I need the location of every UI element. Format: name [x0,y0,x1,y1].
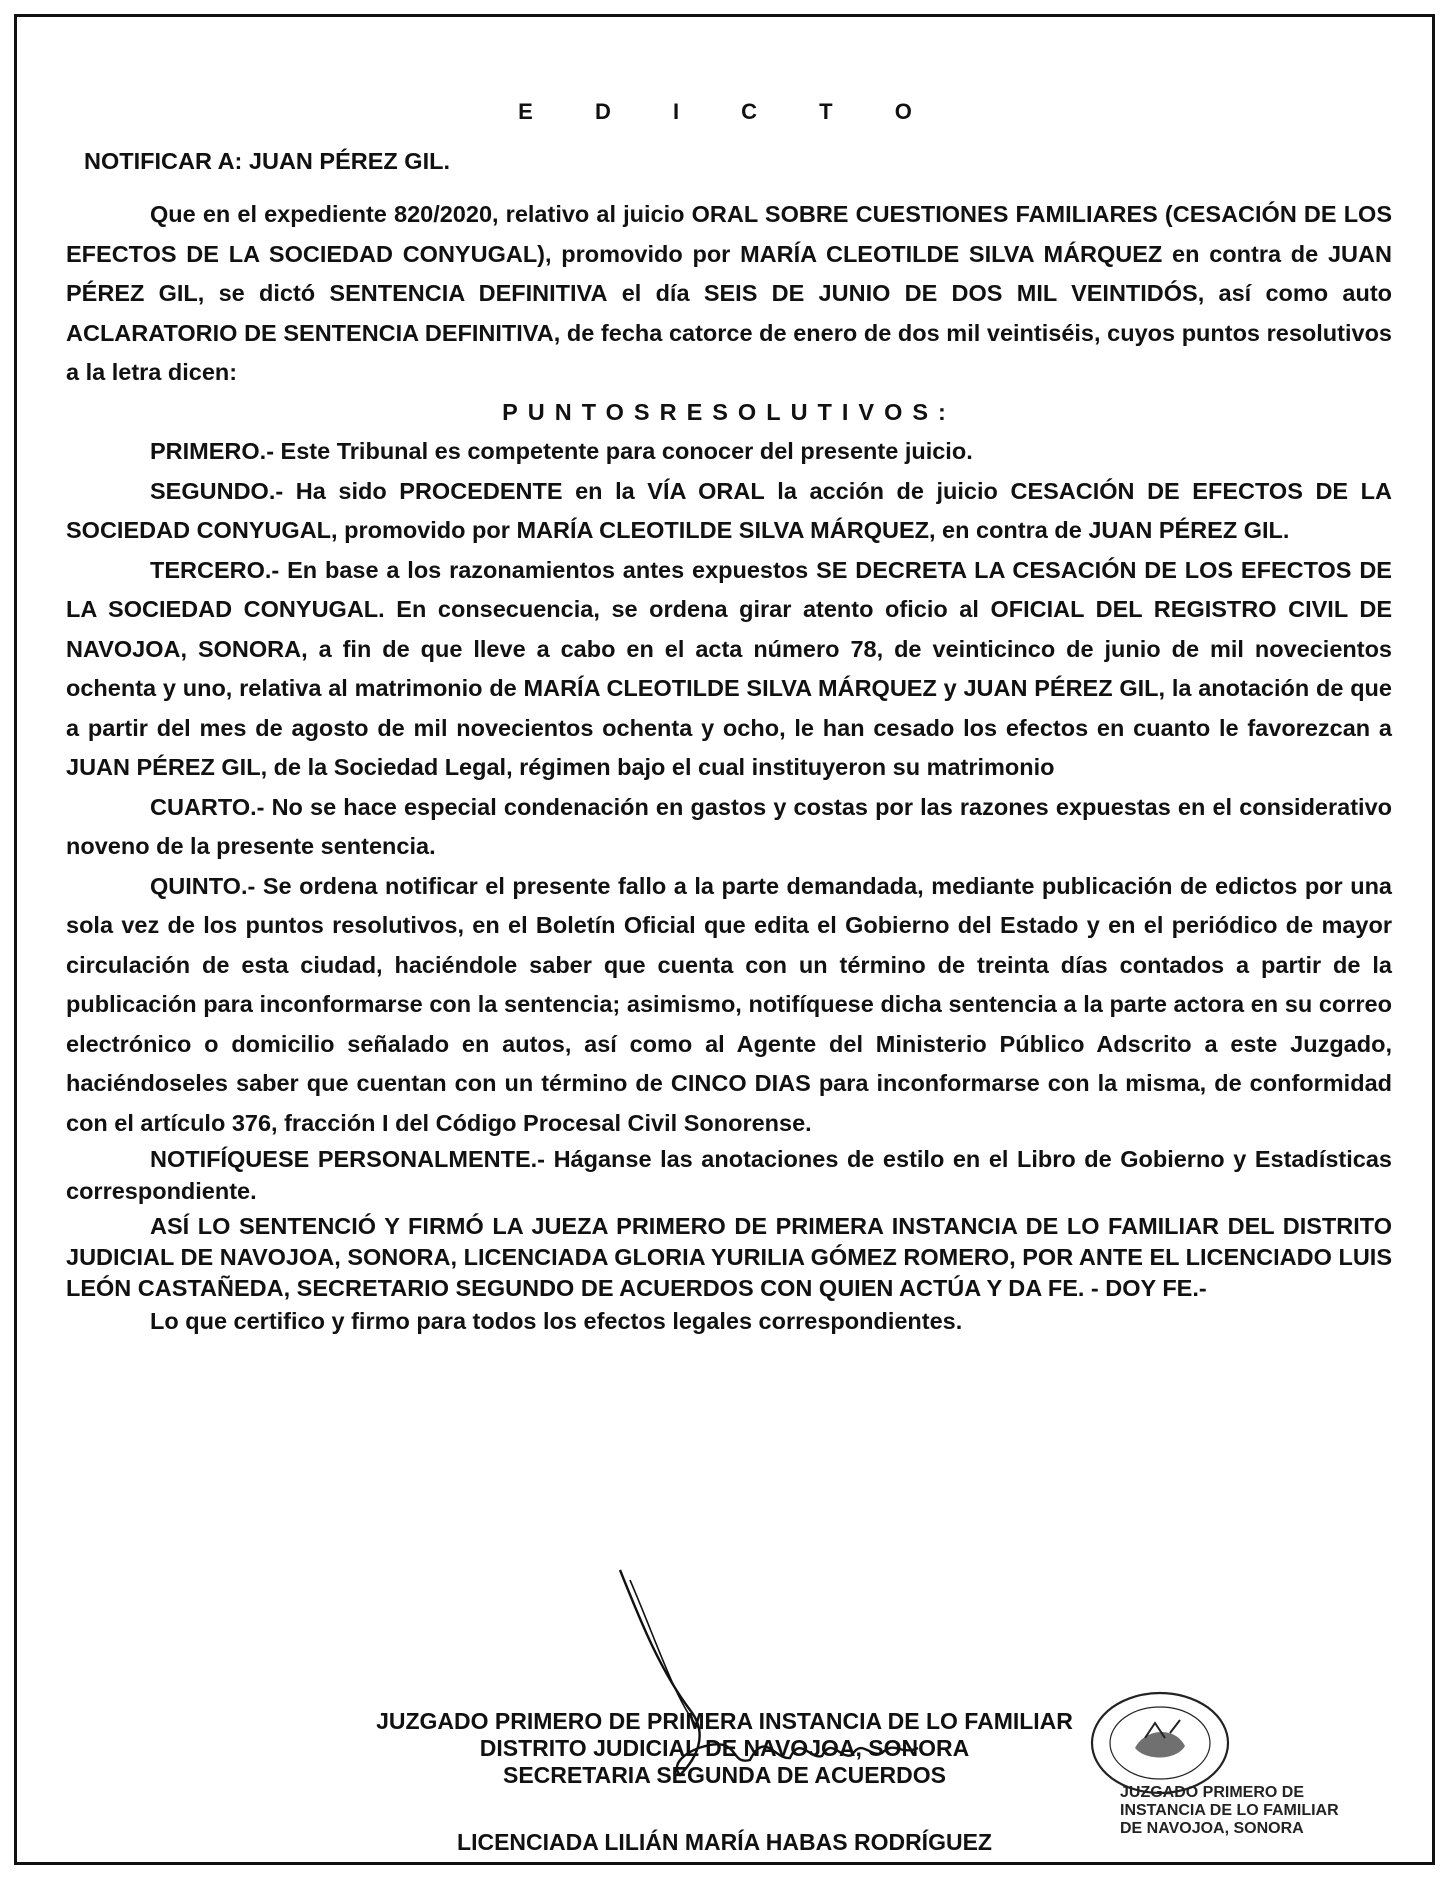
resolution-emphasis: CESACIÓN DE EFECTOS DE LA SOCIEDAD CONYUGAL [66,477,1392,543]
resolution-label: NOTIFÍQUESE PERSONALMENTE.- [150,1146,546,1172]
resolution-primero [66,432,1392,472]
resolution-text: Ha sido [283,477,400,504]
intro-paragraph [66,195,1392,393]
intro-text: el día [607,280,704,306]
resolution-tercero [66,551,1392,788]
district-name: DISTRITO JUDICIAL DE NAVOJOA, SONORA [479,1735,970,1761]
resolution-text: , de la Sociedad Legal, régimen bajo el cual instituyeron su matrimonio [260,754,1055,780]
resolution-emphasis: SE DECRETA LA CESACIÓN DE LOS EFECTOS DE LA SOCIEDAD CONYUGAL [66,556,1392,622]
sentence-date: SEIS DE JUNIO DE DOS MIL VEINTIDÓS [703,280,1198,306]
resolution-label: PRIMERO.- [150,438,275,464]
intro-text: , así como auto [1197,280,1393,306]
defendant-name: JUAN PÉREZ GIL [66,240,1392,306]
defendant-name: JUAN PÉREZ GIL [66,754,261,780]
resolution-text: para inconformarse con la misma, de conformidad con el artículo 376, fracción I del Código Procesal Civil Sonorense. [66,1070,1392,1136]
clarifying-order: ACLARATORIO DE SENTENCIA DEFINITIVA [66,319,554,346]
intro-text: en contra de [1162,240,1328,267]
resolution-text: , la anotación de que a partir del mes de agosto de mil novecientos ochenta y ocho, le han cesado los efectos en cuanto le favorezcan a [66,675,1392,741]
sentence-type: SENTENCIA DEFINITIVA [329,280,608,306]
resolution-text: en la [562,477,648,504]
trial-type: ORAL SOBRE CUESTIONES FAMILIARES (CESACIÓN DE LOS EFECTOS DE LA SOCIEDAD CONYUGAL) [66,201,1393,267]
certification-line: Lo que certifico y firmo para todos los efectos legales correspondientes. [150,1308,963,1334]
official-seal [1085,1688,1255,1798]
resolution-emphasis: PROCEDENTE [399,477,563,504]
intro-text: , promovido por [545,240,741,267]
registry-office: OFICIAL DEL REGISTRO CIVIL DE NAVOJOA, SONORA [66,596,1392,662]
plaintiff-name: MARÍA CLEOTILDE SILVA MÁRQUEZ [740,240,1163,267]
resolution-text: . En consecuencia, se ordena girar atento oficio al [378,596,991,622]
resolution-text: . [1282,517,1290,543]
resolution-text: y [936,675,964,701]
notify-line: NOTIFICAR A: JUAN PÉREZ GIL. [84,147,450,174]
intro-text: , de fecha catorce de enero de dos mil veintiséis, cuyos puntos resolutivos a la letra dicen: [66,319,1392,385]
resolution-text: En base a los razonamientos antes expuestos [279,556,817,583]
seal-line: INSTANCIA DE LO FAMILIAR [1120,1802,1339,1819]
resolution-quinto [66,867,1392,1144]
plaintiff-name: MARÍA CLEOTILDE SILVA MÁRQUEZ [523,675,937,701]
seal-line: DE NAVOJOA, SONORA [1120,1820,1304,1837]
resolution-emphasis: CINCO DIAS [670,1070,811,1096]
seal-eagle-emblem [1135,1732,1185,1758]
resolution-text: , en contra de [928,517,1089,543]
resolution-text: Se ordena notificar el presente fallo a la parte demandada, mediante publicación de edictos por una sola vez de los puntos resolutivos, en el Boletín Oficial que edita el Gobierno del Estado y en el periódico de mayor circulación de esta ciudad, haciéndole saber que cuenta con un término de treinta días contados a partir de la publicación para inconformarse con la sentencia; asimismo, notifíquese dicha sentencia a la parte actora en su correo electrónico o domicilio señalado en autos, así como al Agente del Ministerio Público Adscrito a este Juzgado, haciéndoseles saber que cuentan con un término de [66,872,1392,1096]
defendant-name: JUAN PÉREZ GIL [1088,517,1283,543]
court-name: JUZGADO PRIMERO DE PRIMERA INSTANCIA DE LO FAMILIAR [376,1708,1073,1734]
resolution-text: la acción de juicio [764,477,1011,504]
seal-line: JUZGADO PRIMERO DE [1120,1784,1305,1801]
intro-text: , se dictó [197,280,330,306]
secretariat-name: SECRETARIA SEGUNDA DE ACUERDOS [503,1762,946,1788]
resolution-segundo [66,472,1392,551]
resolution-label: CUARTO.- [150,793,265,820]
resolution-label: TERCERO.- [150,556,280,583]
sentencing-statement: ASÍ LO SENTENCIÓ Y FIRMÓ LA JUEZA PRIMERO DE PRIMERA INSTANCIA DE LO FAMILIAR DEL DISTRITO JUDICIAL DE NAVOJOA, SONORA, LICENCIADA GLORIA YURILIA GÓMEZ ROMERO, POR ANTE EL LICENCIADO LUIS LEÓN CASTAÑEDA, SECRETARIO SEGUNDO DE ACUERDOS CON QUIEN ACTÚA Y DA FE. - DOY FE.- [66,1213,1392,1301]
document-title: E D I C T O [518,99,940,124]
resolution-text: No se hace especial condenación en gastos y costas por las razones expuestas en el considerativo noveno de la presente sentencia. [66,793,1392,859]
resolution-label: SEGUNDO.- [150,477,284,504]
intro-text: Que en el expediente 820/2020, relativo al juicio [150,201,692,227]
resolution-emphasis: VÍA ORAL [647,477,765,504]
defendant-name: JUAN PÉREZ GIL [963,675,1159,701]
resolution-cuarto [66,788,1392,867]
resolution-text: Háganse las anotaciones de estilo en el Libro de Gobierno y Estadísticas correspondiente. [66,1146,1392,1204]
plaintiff-name: MARÍA CLEOTILDE SILVA MÁRQUEZ [516,517,929,543]
signatory-name: LICENCIADA LILIÁN MARÍA HABAS RODRÍGUEZ [457,1829,992,1855]
resolutions-heading: PUNTOSRESOLUTIVOS: [502,398,956,425]
resolution-text: , promovido por [331,517,517,543]
resolution-notifiquese [66,1143,1392,1207]
edict-body [66,92,1392,1338]
resolution-text: , a fin de que lleve a cabo en el acta número 78, de veinticinco de junio de mil novecientos ochenta y uno, relativa al matrimonio de [66,635,1392,701]
resolution-text: Este Tribunal es competente para conocer del presente juicio. [274,438,973,464]
resolution-label: QUINTO.- [150,872,256,899]
